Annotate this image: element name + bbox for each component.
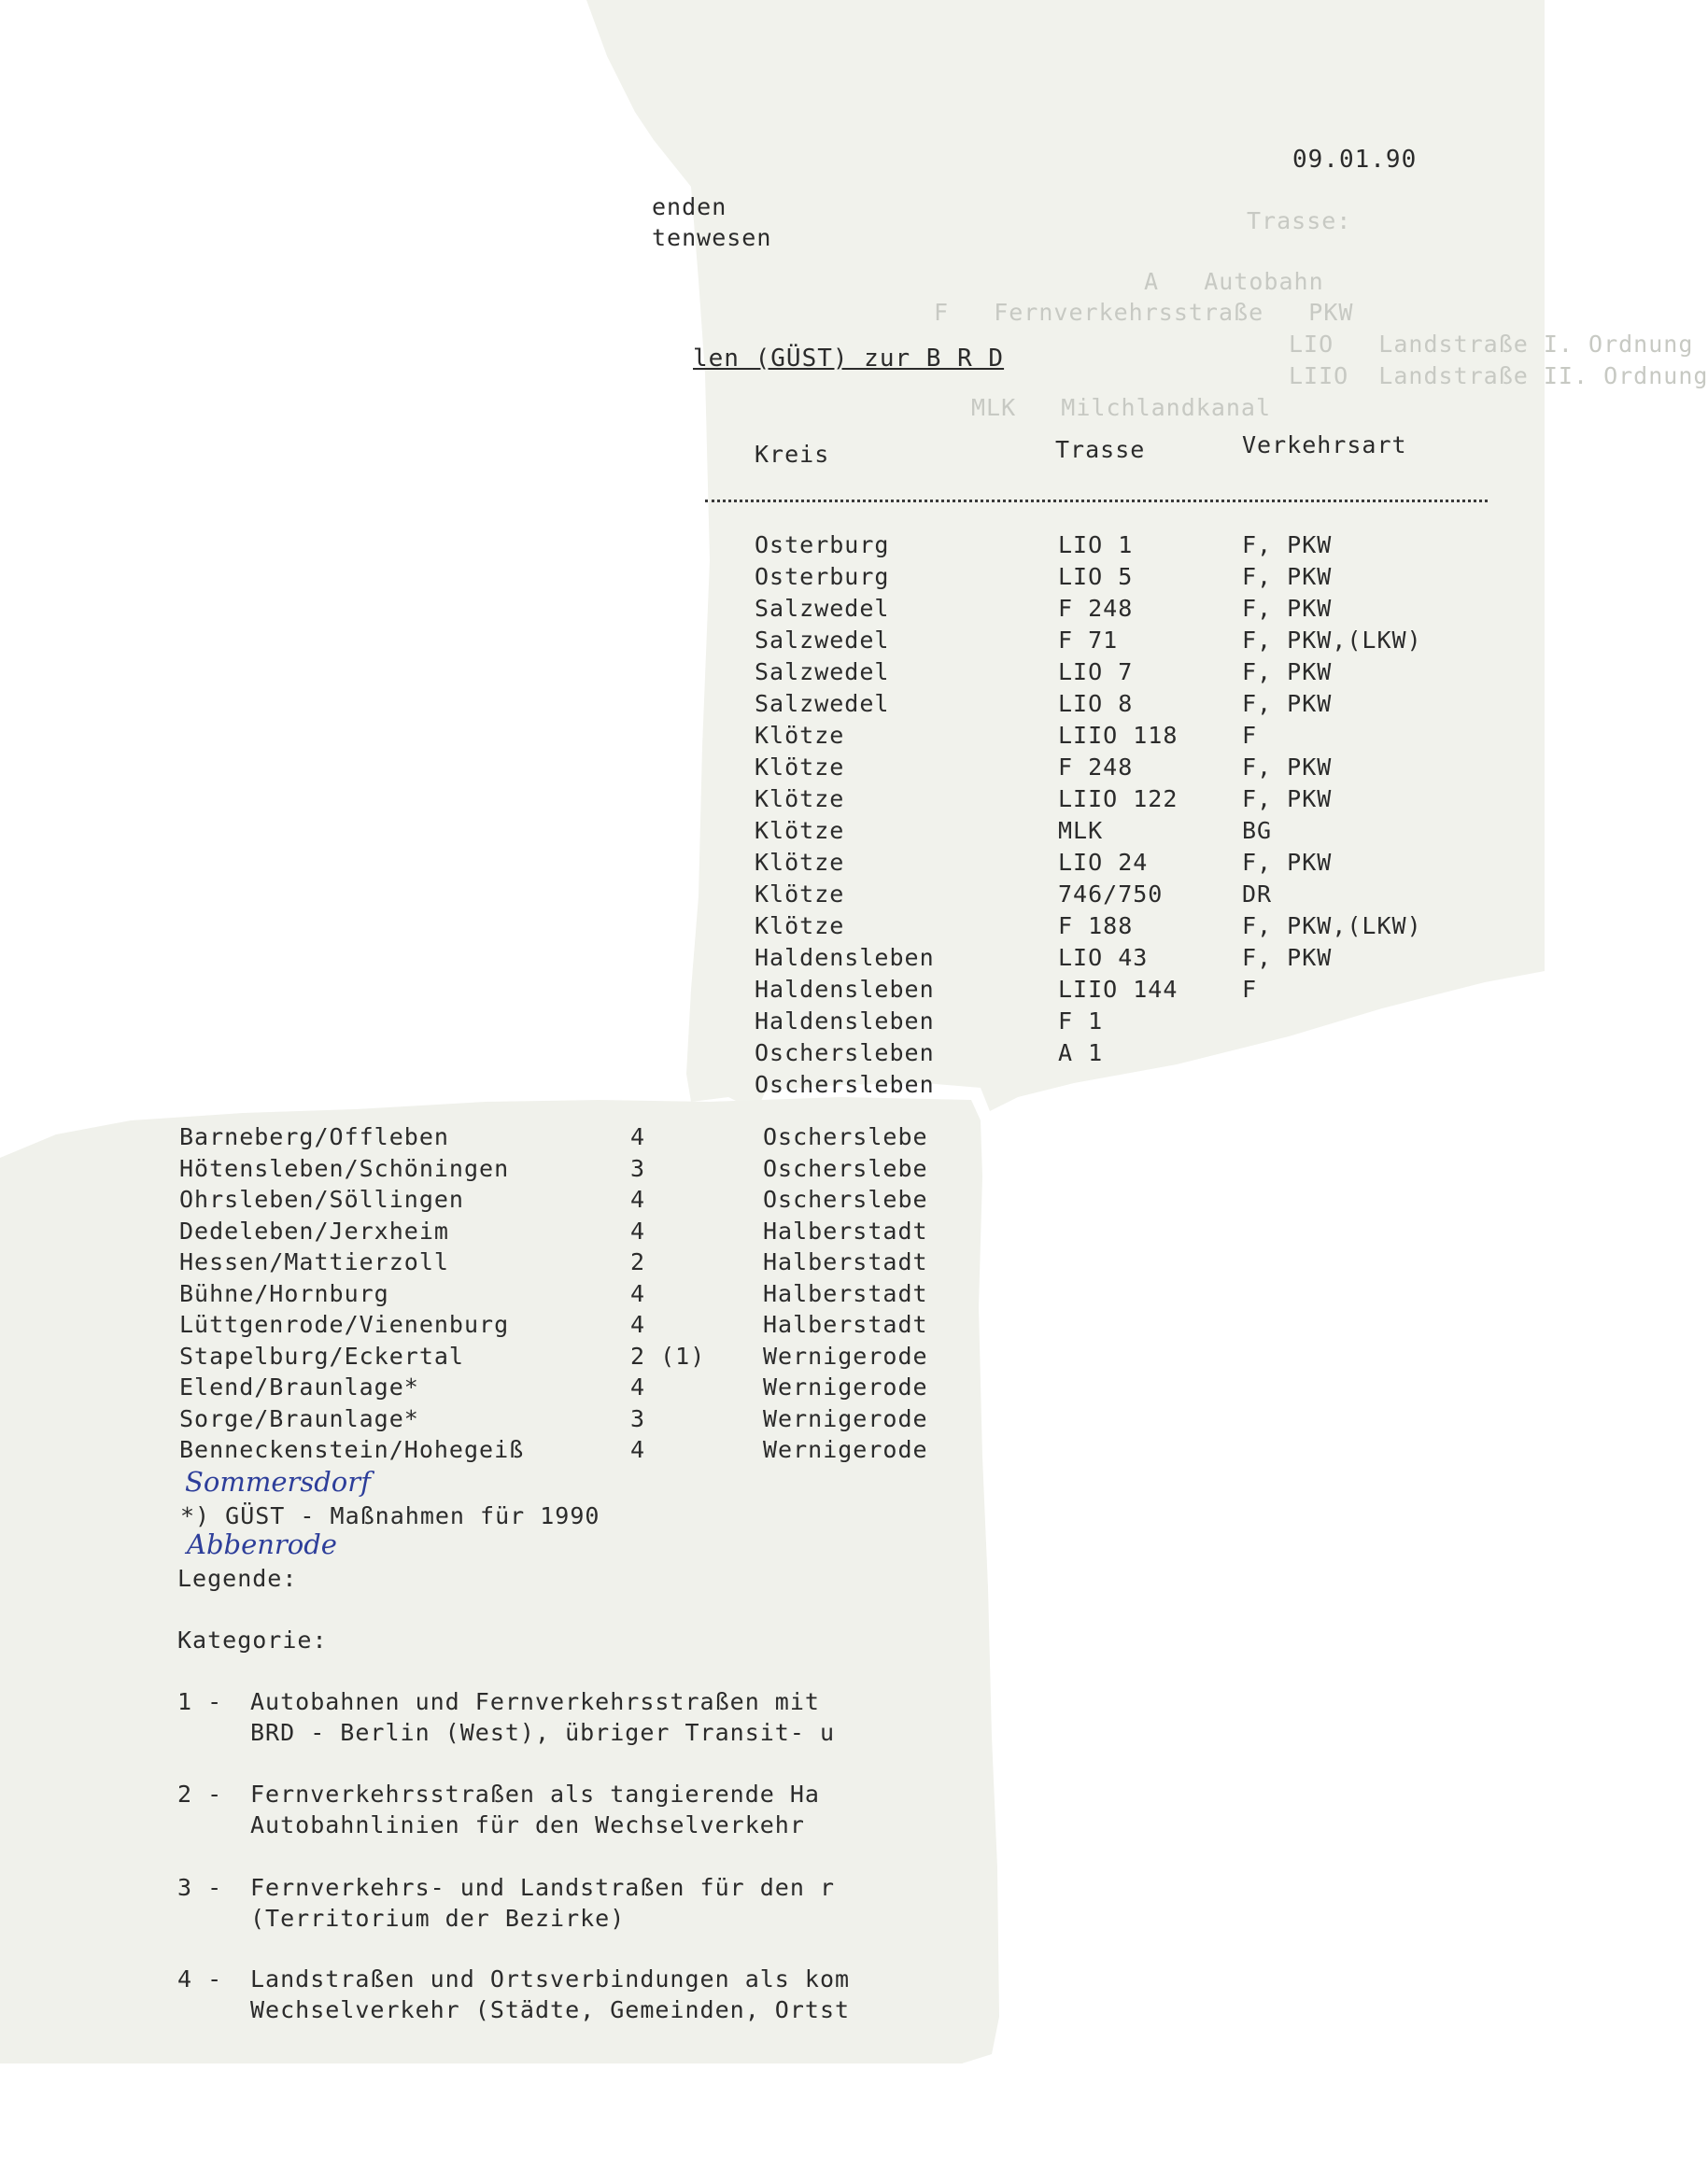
row-verkehrsart: F, PKW,(LKW): [1242, 912, 1422, 939]
row-grenzuebergang: Benneckenstein/Hohegeiß: [179, 1436, 525, 1463]
row-grenzuebergang: Barneberg/Offleben: [179, 1123, 449, 1150]
category-text: Wechselverkehr (Städte, Gemeinden, Ortst: [250, 1996, 851, 2023]
row-kreis: Oscherslebe: [763, 1186, 928, 1213]
row-trasse: LIIO 144: [1058, 976, 1179, 1003]
row-kategorie: 4: [630, 1373, 646, 1401]
row-kreis: Osterburg: [755, 563, 890, 590]
row-trasse: F 188: [1058, 912, 1134, 939]
row-kategorie: 2: [630, 1248, 646, 1275]
row-kreis: Salzwedel: [755, 595, 890, 622]
row-verkehrsart: F: [1242, 722, 1258, 749]
legende-label: Legende:: [177, 1565, 298, 1592]
row-verkehrsart: F, PKW: [1242, 658, 1333, 685]
row-verkehrsart: F, PKW: [1242, 595, 1333, 622]
row-trasse: 746/750: [1058, 880, 1164, 908]
footnote: *) GÜST - Maßnahmen für 1990: [180, 1502, 600, 1529]
row-trasse: LIO 8: [1058, 690, 1134, 717]
category-number: 3 -: [177, 1874, 223, 1901]
category-number: 1 -: [177, 1688, 223, 1715]
row-verkehrsart: F, PKW: [1242, 849, 1333, 876]
row-grenzuebergang: Hessen/Mattierzoll: [179, 1248, 449, 1275]
row-verkehrsart: DR: [1242, 880, 1273, 908]
row-kreis: Klötze: [755, 817, 845, 844]
column-header-verkehrsart: Verkehrsart: [1242, 431, 1407, 458]
row-kreis: Klötze: [755, 880, 845, 908]
row-kreis: Haldensleben: [755, 944, 935, 971]
category-text: Autobahnen und Fernverkehrsstraßen mit: [250, 1688, 820, 1715]
row-kategorie: 4: [630, 1218, 646, 1245]
column-header-trasse: Trasse: [1055, 436, 1146, 463]
row-kreis: Wernigerode: [763, 1343, 928, 1370]
row-kategorie: 4: [630, 1436, 646, 1463]
row-kreis: Salzwedel: [755, 627, 890, 654]
row-trasse: F 1: [1058, 1007, 1104, 1035]
row-kategorie: 3: [630, 1405, 646, 1432]
document-title: len (GÜST) zur B R D: [693, 345, 1005, 373]
row-grenzuebergang: Elend/Braunlage*: [179, 1373, 419, 1401]
backside-line: F Fernverkehrsstraße PKW: [934, 299, 1354, 326]
row-grenzuebergang: Lüttgenrode/Vienenburg: [179, 1311, 510, 1338]
row-trasse: LIIO 122: [1058, 785, 1179, 812]
backside-line: Trasse:: [1247, 207, 1352, 234]
category-text: Autobahnlinien für den Wechselverkehr: [250, 1811, 805, 1838]
row-verkehrsart: F, PKW: [1242, 563, 1333, 590]
category-text: Landstraßen und Ortsverbindungen als kom: [250, 1965, 851, 1993]
row-grenzuebergang: Sorge/Braunlage*: [179, 1405, 419, 1432]
category-text: Fernverkehrs- und Landstraßen für den r: [250, 1874, 835, 1901]
row-kategorie: 2 (1): [630, 1343, 706, 1370]
row-verkehrsart: F: [1242, 976, 1258, 1003]
row-kreis: Wernigerode: [763, 1373, 928, 1401]
row-trasse: F 248: [1058, 595, 1134, 622]
row-trasse: MLK: [1058, 817, 1104, 844]
row-trasse: LIO 24: [1058, 849, 1149, 876]
document-date: 09.01.90: [1292, 146, 1418, 174]
row-kategorie: 4: [630, 1311, 646, 1338]
row-kreis: Halberstadt: [763, 1218, 928, 1245]
category-text: (Territorium der Bezirke): [250, 1905, 626, 1932]
row-verkehrsart: F, PKW: [1242, 690, 1333, 717]
row-grenzuebergang: Dedeleben/Jerxheim: [179, 1218, 449, 1245]
row-kreis: Oscherslebe: [763, 1123, 928, 1150]
handwritten-note: Abbenrode: [187, 1528, 337, 1560]
row-kategorie: 4: [630, 1123, 646, 1150]
row-trasse: LIO 43: [1058, 944, 1149, 971]
row-grenzuebergang: Hötensleben/Schöningen: [179, 1155, 510, 1182]
row-kreis: Wernigerode: [763, 1405, 928, 1432]
row-kreis: Haldensleben: [755, 976, 935, 1003]
header-fragment: tenwesen: [652, 224, 772, 251]
row-trasse: A 1: [1058, 1039, 1104, 1066]
row-grenzuebergang: Ohrsleben/Söllingen: [179, 1186, 464, 1213]
row-kreis: Klötze: [755, 785, 845, 812]
backside-line: LIIO Landstraße II. Ordnung: [1289, 362, 1708, 389]
row-kreis: Klötze: [755, 722, 845, 749]
row-kreis: Klötze: [755, 753, 845, 781]
row-kreis: Halberstadt: [763, 1311, 928, 1338]
row-kategorie: 4: [630, 1186, 646, 1213]
row-kreis: Salzwedel: [755, 658, 890, 685]
row-trasse: LIIO 118: [1058, 722, 1179, 749]
row-kreis: Oschersleben: [755, 1039, 935, 1066]
row-kreis: Halberstadt: [763, 1280, 928, 1307]
row-trasse: F 248: [1058, 753, 1134, 781]
row-verkehrsart: F, PKW: [1242, 944, 1333, 971]
category-number: 4 -: [177, 1965, 223, 1993]
row-kreis: Halberstadt: [763, 1248, 928, 1275]
row-kreis: Osterburg: [755, 531, 890, 558]
backside-line: MLK Milchlandkanal: [971, 394, 1272, 421]
category-number: 2 -: [177, 1781, 223, 1808]
column-header-kreis: Kreis: [755, 441, 830, 468]
row-verkehrsart: F, PKW: [1242, 785, 1333, 812]
kategorie-label: Kategorie:: [177, 1627, 328, 1654]
category-text: BRD - Berlin (West), übriger Transit- u: [250, 1719, 835, 1746]
row-kreis: Oschersleben: [755, 1071, 935, 1098]
row-verkehrsart: F, PKW: [1242, 753, 1333, 781]
row-grenzuebergang: Bühne/Hornburg: [179, 1280, 389, 1307]
row-grenzuebergang: Stapelburg/Eckertal: [179, 1343, 464, 1370]
row-trasse: LIO 1: [1058, 531, 1134, 558]
row-kreis: Haldensleben: [755, 1007, 935, 1035]
backside-line: LIO Landstraße I. Ordnung: [1289, 331, 1694, 358]
row-kreis: Klötze: [755, 849, 845, 876]
row-verkehrsart: F, PKW: [1242, 531, 1333, 558]
header-fragment: enden: [652, 193, 727, 220]
row-kreis: Oscherslebe: [763, 1155, 928, 1182]
handwritten-note: Sommersdorf: [185, 1466, 371, 1498]
row-trasse: LIO 7: [1058, 658, 1134, 685]
row-kategorie: 3: [630, 1155, 646, 1182]
row-kreis: Salzwedel: [755, 690, 890, 717]
row-trasse: F 71: [1058, 627, 1119, 654]
row-verkehrsart: BG: [1242, 817, 1273, 844]
header-divider: [705, 500, 1488, 502]
backside-line: A Autobahn: [1144, 268, 1324, 295]
row-verkehrsart: F, PKW,(LKW): [1242, 627, 1422, 654]
row-trasse: LIO 5: [1058, 563, 1134, 590]
category-text: Fernverkehrsstraßen als tangierende Ha: [250, 1781, 820, 1808]
row-kategorie: 4: [630, 1280, 646, 1307]
row-kreis: Klötze: [755, 912, 845, 939]
row-kreis: Wernigerode: [763, 1436, 928, 1463]
